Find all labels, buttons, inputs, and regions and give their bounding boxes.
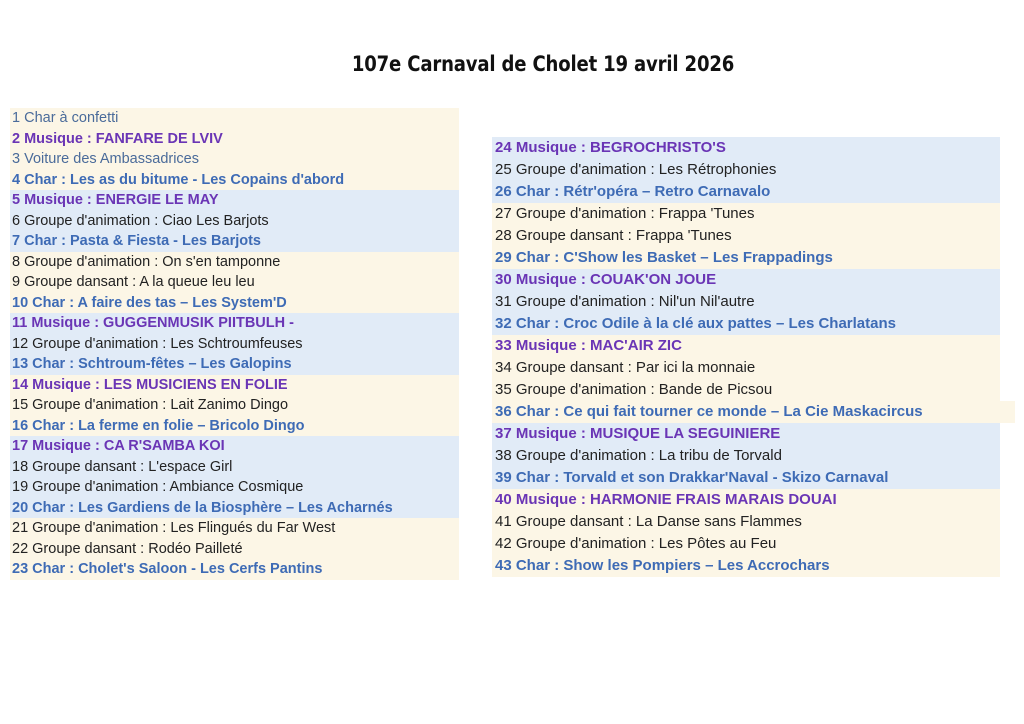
parade-entry: 10 Char : A faire des tas – Les System'D <box>10 293 459 314</box>
parade-entry: 15 Groupe d'animation : Lait Zanimo Dingo <box>10 395 459 416</box>
parade-entry: 17 Musique : CA R'SAMBA KOI <box>10 436 459 457</box>
parade-entry: 6 Groupe d'animation : Ciao Les Barjots <box>10 211 459 232</box>
parade-entry: 12 Groupe d'animation : Les Schtroumfeuses <box>10 334 459 355</box>
parade-entry: 13 Char : Schtroum-fêtes – Les Galopins <box>10 354 459 375</box>
parade-entry: 5 Musique : ENERGIE LE MAY <box>10 190 459 211</box>
parade-entry: 24 Musique : BEGROCHRISTO'S <box>492 137 1000 159</box>
parade-entry: 31 Groupe d'animation : Nil'un Nil'autre <box>492 291 1000 313</box>
parade-entry: 28 Groupe dansant : Frappa 'Tunes <box>492 225 1000 247</box>
parade-entry: 23 Char : Cholet's Saloon - Les Cerfs Pantins <box>10 559 459 580</box>
parade-entry: 14 Musique : LES MUSICIENS EN FOLIE <box>10 375 459 396</box>
parade-list-right <box>492 137 1000 577</box>
parade-entry: 22 Groupe dansant : Rodéo Pailleté <box>10 539 459 560</box>
parade-list-left <box>10 108 459 580</box>
parade-entry: 32 Char : Croc Odile à la clé aux pattes – Les Charlatans <box>492 313 1000 335</box>
parade-entry: 21 Groupe d'animation : Les Flingués du Far West <box>10 518 459 539</box>
parade-entry: 1 Char à confetti <box>10 108 459 129</box>
parade-entry: 43 Char : Show les Pompiers – Les Accrochars <box>492 555 1000 577</box>
parade-entry: 16 Char : La ferme en folie – Bricolo Dingo <box>10 416 459 437</box>
parade-entry: 37 Musique : MUSIQUE LA SEGUINIERE <box>492 423 1000 445</box>
parade-entry: 40 Musique : HARMONIE FRAIS MARAIS DOUAI <box>492 489 1000 511</box>
parade-entry: 39 Char : Torvald et son Drakkar'Naval - Skizo Carnaval <box>492 467 1000 489</box>
page-title: 107e Carnaval de Cholet 19 avril 2026 <box>351 52 735 76</box>
parade-entry: 41 Groupe dansant : La Danse sans Flammes <box>492 511 1000 533</box>
parade-entry: 8 Groupe d'animation : On s'en tamponne <box>10 252 459 273</box>
parade-entry: 4 Char : Les as du bitume - Les Copains d'abord <box>10 170 459 191</box>
parade-entry: 27 Groupe d'animation : Frappa 'Tunes <box>492 203 1000 225</box>
parade-entry: 38 Groupe d'animation : La tribu de Torvald <box>492 445 1000 467</box>
parade-entry: 30 Musique : COUAK'ON JOUE <box>492 269 1000 291</box>
parade-entry: 35 Groupe d'animation : Bande de Picsou <box>492 379 1000 401</box>
parade-entry: 34 Groupe dansant : Par ici la monnaie <box>492 357 1000 379</box>
parade-entry: 20 Char : Les Gardiens de la Biosphère – Les Acharnés <box>10 498 459 519</box>
parade-entry: 11 Musique : GUGGENMUSIK PIITBULH - <box>10 313 459 334</box>
parade-entry: 33 Musique : MAC'AIR ZIC <box>492 335 1000 357</box>
parade-entry: 9 Groupe dansant : A la queue leu leu <box>10 272 459 293</box>
parade-entry: 42 Groupe d'animation : Les Pôtes au Feu <box>492 533 1000 555</box>
parade-entry: 18 Groupe dansant : L'espace Girl <box>10 457 459 478</box>
parade-entry: 7 Char : Pasta & Fiesta - Les Barjots <box>10 231 459 252</box>
parade-entry: 29 Char : C'Show les Basket – Les Frappadings <box>492 247 1000 269</box>
parade-entry: 25 Groupe d'animation : Les Rétrophonies <box>492 159 1000 181</box>
parade-entry: 36 Char : Ce qui fait tourner ce monde – La Cie Maskacircus <box>492 401 1015 423</box>
parade-entry: 3 Voiture des Ambassadrices <box>10 149 459 170</box>
parade-entry: 19 Groupe d'animation : Ambiance Cosmique <box>10 477 459 498</box>
parade-entry: 2 Musique : FANFARE DE LVIV <box>10 129 459 150</box>
parade-entry: 26 Char : Rétr'opéra – Retro Carnavalo <box>492 181 1000 203</box>
